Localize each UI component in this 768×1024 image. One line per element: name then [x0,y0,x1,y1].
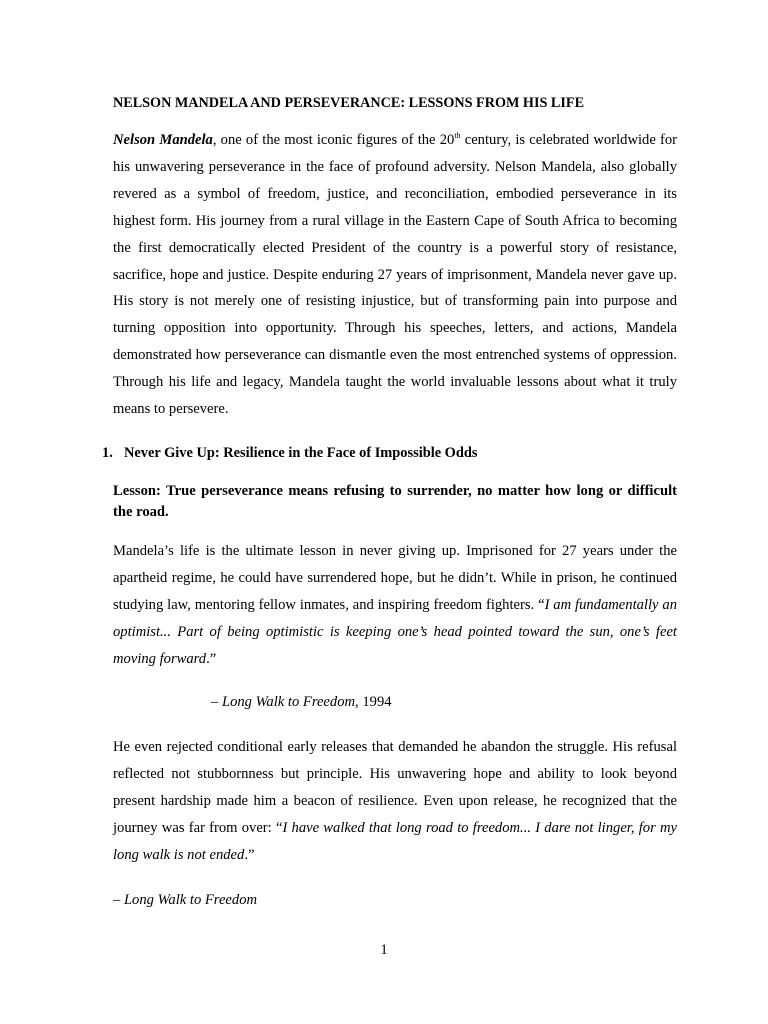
intro-name: Nelson Mandela [113,132,213,148]
citation-1 [211,692,392,712]
citation-2 [113,890,257,910]
document-title: NELSON MANDELA AND PERSEVERANCE: LESSONS FROM HIS LIFE [113,95,585,111]
section-heading [102,443,692,463]
paragraph-1-text: Mandela’s life is the ultimate lesson in never giving up. Imprisoned for 27 years under the apartheid regime, he could have surrendered hope, but he didn’t. While in prison, he continued studying law, mentoring fellow inmates, and inspiring freedom fighters. “ [113,543,677,613]
citation-1-title: Long Walk to Freedom [221,694,356,710]
paragraph-1-quote: I am fundamentally an optimist... Part of being optimistic is keeping one’s head pointed toward the sun, one’s feet moving forward [113,596,677,667]
citation-1-year: , 1994 [355,694,392,710]
section-title: Never Give Up: Resilience in the Face of Impossible Odds [124,445,478,461]
paragraph-1-end: .” [206,650,217,667]
intro-paragraph [113,127,677,423]
body-paragraph-1 [113,538,677,673]
paragraph-2-end: .” [244,846,255,863]
citation-1-dash: – [211,694,222,710]
intro-superscript: th [454,131,461,140]
page-number: 1 [380,942,388,958]
paragraph-2-quote: I have walked that long road to freedom... I dare not linger, for my long walk is not ended [113,819,678,863]
lesson-statement: Lesson: True perseverance means refusing to surrender, no matter how long or difficult the road. [113,483,677,520]
paragraph-2-text: He even rejected conditional early releases that demanded he abandon the struggle. His refusal reflected not stubbornness but principle. His unwavering hope and ability to look beyond present hardship made him a beacon of resilience. Even upon release, he recognized that the journey was far from over: “ [113,739,677,836]
intro-text-start: , one of the most iconic figures of the 20 [212,132,455,148]
body-paragraph-2 [113,734,677,869]
citation-2-text: – Long Walk to Freedom [113,892,258,908]
intro-text-rest: century, is celebrated worldwide for his unwavering perseverance in the face of profound adversity. Nelson Mandela, also globally revered as a symbol of freedom, justice, and reconciliation, embodied perseverance in its highest form. His journey from a rural village in the Eastern Cape of South Africa to becoming the first democratically elected President of the country is a powerful story of resistance, sacrifice, hope and justice. Despite enduring 27 years of imprisonment, Mandela never gave up. His story is not merely one of resisting injustice, but of transforming pain into purpose and turning opposition into opportunity. Through his speeches, letters, and actions, Mandela demonstrated how perseverance can dismantle even the most entrenched systems of oppression. Through his life and legacy, Mandela taught the world invaluable lessons about what it truly means to persevere. [113,132,678,418]
section-number: 1. [102,445,113,461]
